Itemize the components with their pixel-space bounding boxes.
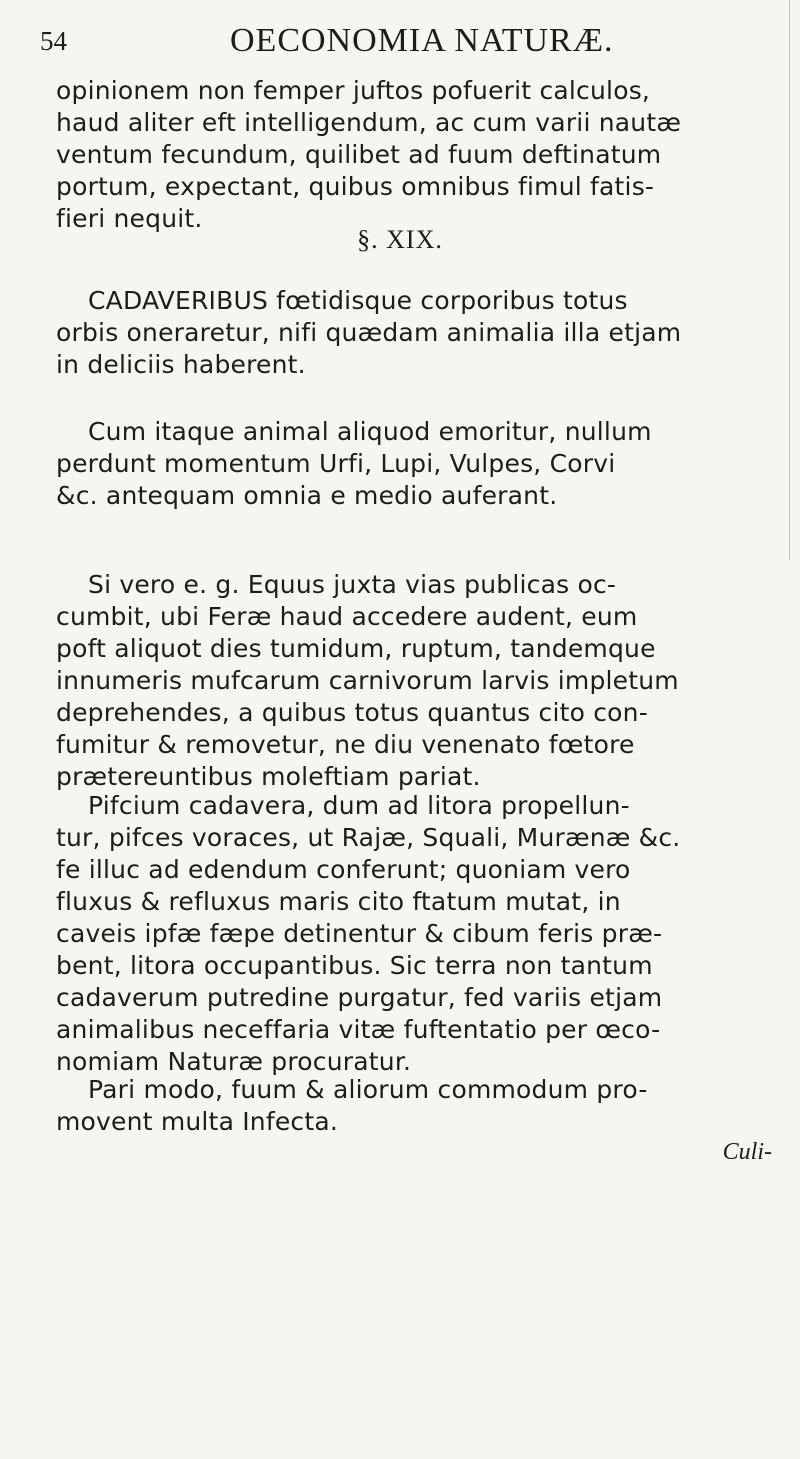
text-line: Pifcium cadavera, dum ad litora propellun-: [88, 791, 630, 820]
text-line: in deliciis haberent.: [56, 350, 306, 379]
text-line: prætereuntibus moleftiam pariat.: [56, 762, 481, 791]
text-line: haud aliter eft intelligendum, ac cum varii nautæ: [56, 108, 682, 137]
text-line: animalibus neceffaria vitæ fuftentatio per œco-: [56, 1015, 661, 1044]
text-line: cadaverum putredine purgatur, fed variis etjam: [56, 983, 663, 1012]
text-line: fieri nequit.: [56, 204, 203, 233]
text-line: fe illuc ad edendum conferunt; quoniam vero: [56, 855, 631, 884]
text-line: opinionem non femper juftos pofuerit calculos,: [56, 76, 651, 105]
text-line: tur, pifces voraces, ut Rajæ, Squali, Murænæ &c.: [56, 823, 681, 852]
text-line: poft aliquot dies tumidum, ruptum, tandemque: [56, 634, 656, 663]
text-line: Cum itaque animal aliquod emoritur, nullum: [88, 417, 652, 446]
text-line: Si vero e. g. Equus juxta vias publicas oc-: [88, 570, 617, 599]
running-head: OECONOMIA NATURÆ.: [230, 22, 614, 59]
text-line: cumbit, ubi Feræ haud accedere audent, eum: [56, 602, 638, 631]
text-line: bent, litora occupantibus. Sic terra non tantum: [56, 951, 653, 980]
page-number: 54: [40, 26, 67, 56]
section-heading: §. XIX.: [357, 225, 443, 254]
text-line: fumitur & removetur, ne diu venenato fœtore: [56, 730, 635, 759]
text-line: deprehendes, a quibus totus quantus cito con-: [56, 698, 648, 727]
text-line: movent multa Infecta.: [56, 1107, 339, 1136]
paragraph-cum-itaque: [56, 416, 778, 512]
text-line: innumeris mufcarum carnivorum larvis impletum: [56, 666, 679, 695]
text-line: caveis ipfæ fæpe detinentur & cibum feris præ-: [56, 919, 663, 948]
catchword: Culi-: [722, 1139, 772, 1165]
page-header: [40, 22, 780, 62]
text-line: perdunt momentum Urfi, Lupi, Vulpes, Corvi: [56, 449, 616, 478]
text-line: Pari modo, fuum & aliorum commodum pro-: [88, 1075, 648, 1104]
text-line: CADAVERIBUS fœtidisque corporibus totus: [88, 286, 628, 315]
text-line: &c. antequam omnia e medio auferant.: [56, 481, 558, 510]
text-line: ventum fecundum, quilibet ad fuum deftinatum: [56, 140, 662, 169]
paragraph-pari-modo: [56, 1074, 778, 1138]
text-line: orbis oneraretur, nifi quædam animalia illa etjam: [56, 318, 682, 347]
paragraph-piscium: [56, 790, 778, 1078]
text-line: fluxus & refluxus maris cito ftatum mutat, in: [56, 887, 621, 916]
paragraph-cadaveribus: [56, 285, 778, 381]
paragraph-si-vero: [56, 569, 778, 793]
text-line: portum, expectant, quibus omnibus fimul fatis-: [56, 172, 655, 201]
paragraph-continuation: [56, 75, 778, 235]
page-edge-line: [789, 0, 790, 560]
text-line: nomiam Naturæ procuratur.: [56, 1047, 412, 1076]
